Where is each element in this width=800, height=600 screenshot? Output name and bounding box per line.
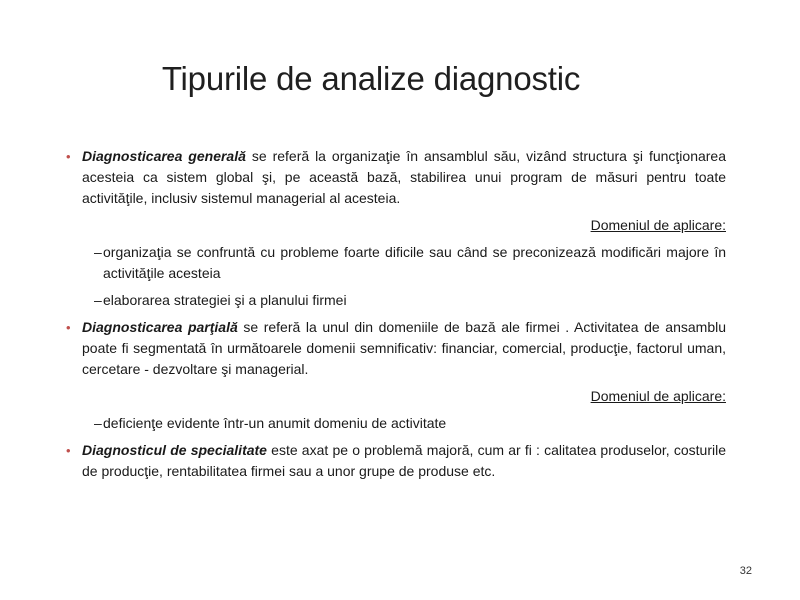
bullet-term: Diagnosticarea generală (82, 148, 246, 164)
slide-title: Tipurile de analize diagnostic (161, 60, 581, 97)
bullet-icon: • (66, 320, 71, 335)
sub-item-text: organizaţia se confruntă cu probleme foarte dificile sau când se preconizează modificări majore în activităţile acesteia (103, 244, 726, 281)
scope-label: Domeniul de aplicare: (590, 388, 726, 404)
scope-label: Domeniul de aplicare: (590, 217, 726, 233)
bullet-term: Diagnosticul de specialitate (82, 442, 267, 458)
sub-item (66, 290, 726, 311)
bullet-icon: • (66, 149, 71, 164)
sub-item-text: elaborarea strategiei şi a planului firmei (103, 292, 347, 308)
sub-item (66, 242, 726, 284)
bullet-text: se referă la unul din domeniile de bază ale firmei . Activitatea de ansamblu poate fi segmentată în următoarele domenii semnificativ: financiar, comercial, producţie, factorul uman, cercetare - dezvoltare şi managerial. (82, 319, 727, 377)
bullet-general-diagnosis (66, 146, 726, 209)
dash-icon: – (94, 292, 102, 308)
dash-icon: – (94, 415, 102, 431)
page-number: 32 (739, 565, 752, 577)
bullet-specialty-diagnosis (66, 440, 726, 482)
bullet-text: se referă la organizaţie în ansamblul său, vizând structura şi funcţionarea acesteia ca sistem global şi, pe această bază, stabilirea unui program de măsuri pentru toate activităţile, inclusiv sistemul managerial al acesteia. (82, 148, 726, 206)
bullet-partial-diagnosis (66, 317, 726, 380)
bullet-text: este axat pe o problemă majoră, cum ar fi : calitatea produselor, costurile de producţie, rentabilitatea firmei sau a unor grupe de produse etc. (82, 442, 727, 479)
sub-item-text: deficienţe evidente într-un anumit domeniu de activitate (103, 415, 447, 431)
slide-body (66, 146, 726, 488)
sub-item (66, 413, 726, 434)
dash-icon: – (94, 244, 102, 260)
bullet-term: Diagnosticarea parţială (82, 319, 238, 335)
bullet-icon: • (66, 443, 71, 458)
